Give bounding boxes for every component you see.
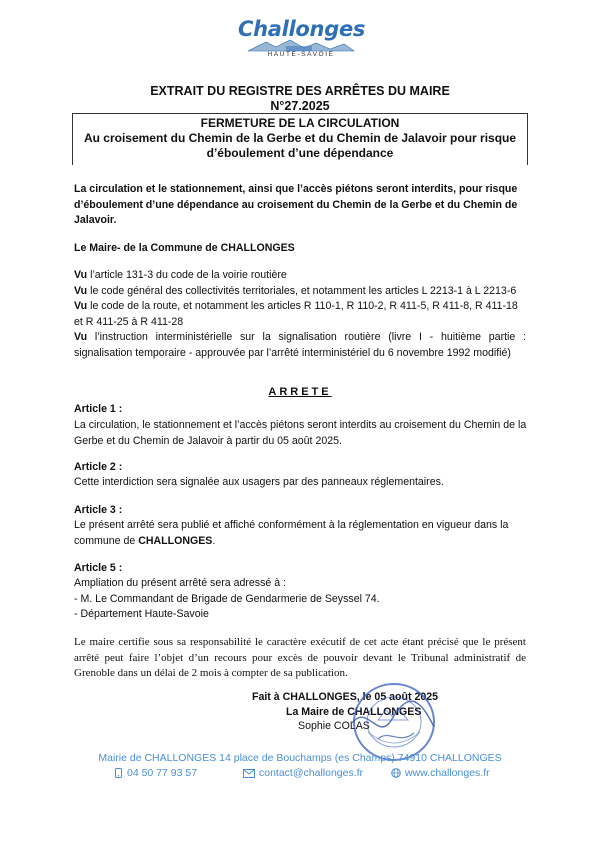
footer-email[interactable]: [243, 767, 363, 779]
commune-logo: [238, 16, 364, 72]
article-3-text: Le présent arrêté sera publié et affiché conformément à la réglementation en vigueur dans la commune de CHALLONGES.: [74, 519, 509, 547]
fait-a: Fait à CHALLONGES, le 05 août 2025: [252, 691, 439, 703]
subject-line-2: Au croisement du Chemin de la Gerbe et du Chemin de Jalavoir pour risque: [83, 131, 517, 145]
email-link: contact@challonges.fr: [259, 767, 364, 779]
vu-list: [74, 268, 526, 361]
vu-item: Vu l’article 131-3 du code de la voirie routière: [74, 269, 287, 281]
article-2-title: Article 2 :: [74, 461, 123, 473]
vu-item: Vu le code de la route, et notamment les articles R 110-1, R 110-2, R 411-5, R 411-8, R 411-18 et R 411-25 à R 411-28: [74, 300, 518, 328]
article-5-text: Ampliation du présent arrêté sera adressé à : - M. Le Commandant de Brigade de Gendarmerie de Seyssel 74. - Département Haute-Savoie: [74, 577, 380, 620]
vu-item: Vu le code général des collectivités territoriales, et notamment les articles L 2213-1 à L 2213-6: [74, 284, 517, 297]
logo-wordmark: Challonges: [238, 17, 366, 41]
article-5-title: Article 5 :: [74, 562, 123, 574]
website-link: www.challonges.fr: [405, 767, 490, 779]
mairie-address: Mairie de CHALLONGES 14 place de Bouchamps (es Champs) 74910 CHALLONGES: [98, 752, 502, 764]
article-1-text: La circulation, le stationnement et l’accès piétons seront interdits au croisement du Chemin de la Gerbe et du Chemin de Jalavoir à partir du 05 août 2025.: [74, 419, 527, 447]
footer-website[interactable]: [391, 767, 490, 779]
signatory-name: Sophie COLAS: [298, 720, 370, 732]
intro-paragraph: La circulation et le stationnement, ainsi que l’accès piétons seront interdits, pour risque d’éboulement d’une dépendance au croisement du Chemin de la Gerbe et du Chemin de Jalavoir.: [74, 183, 518, 226]
footer-phone[interactable]: [114, 767, 197, 779]
subject-box: [72, 113, 528, 165]
logo-subtitle: HAUTE-SAVOIE: [267, 51, 335, 58]
subject-line-3: d’éboulement d’une dépendance: [206, 146, 394, 160]
envelope-icon: [243, 769, 255, 778]
signatory-role: La Maire de CHALLONGES: [286, 706, 422, 718]
signature-scribble-icon: [348, 683, 440, 763]
phone-icon: [114, 768, 123, 778]
arrete-heading: ARRETE: [268, 386, 332, 398]
arrete-number: N°27.2025: [270, 99, 330, 113]
article-2-text: Cette interdiction sera signalée aux usagers par des panneaux réglementaires.: [74, 476, 444, 488]
article-3-title: Article 3 :: [74, 504, 123, 516]
globe-icon: [391, 768, 401, 778]
vu-item: Vu l’instruction interministérielle sur la signalisation routière (livre I - huitième partie : signalisation temporaire - approuvée par l’arrêté interministériel du 6 novembre 1992 modifié): [74, 331, 526, 359]
subject-title: FERMETURE DE LA CIRCULATION: [200, 116, 400, 130]
maire-heading: Le Maire- de la Commune de CHALLONGES: [74, 242, 295, 254]
recours-paragraph: Le maire certifie sous sa responsabilité le caractère exécutif de cet acte étant précisé que le présent arrêté peut faire l’objet d’un recours pour excès de pouvoir devant le Tribunal administratif de Grenoble dans un délai de 2 mois à compter de sa publication.: [74, 636, 526, 679]
register-title: EXTRAIT DU REGISTRE DES ARRÊTES DU MAIRE: [150, 84, 450, 98]
phone-number: 04 50 77 93 57: [127, 767, 198, 779]
article-1-title: Article 1 :: [74, 403, 123, 415]
